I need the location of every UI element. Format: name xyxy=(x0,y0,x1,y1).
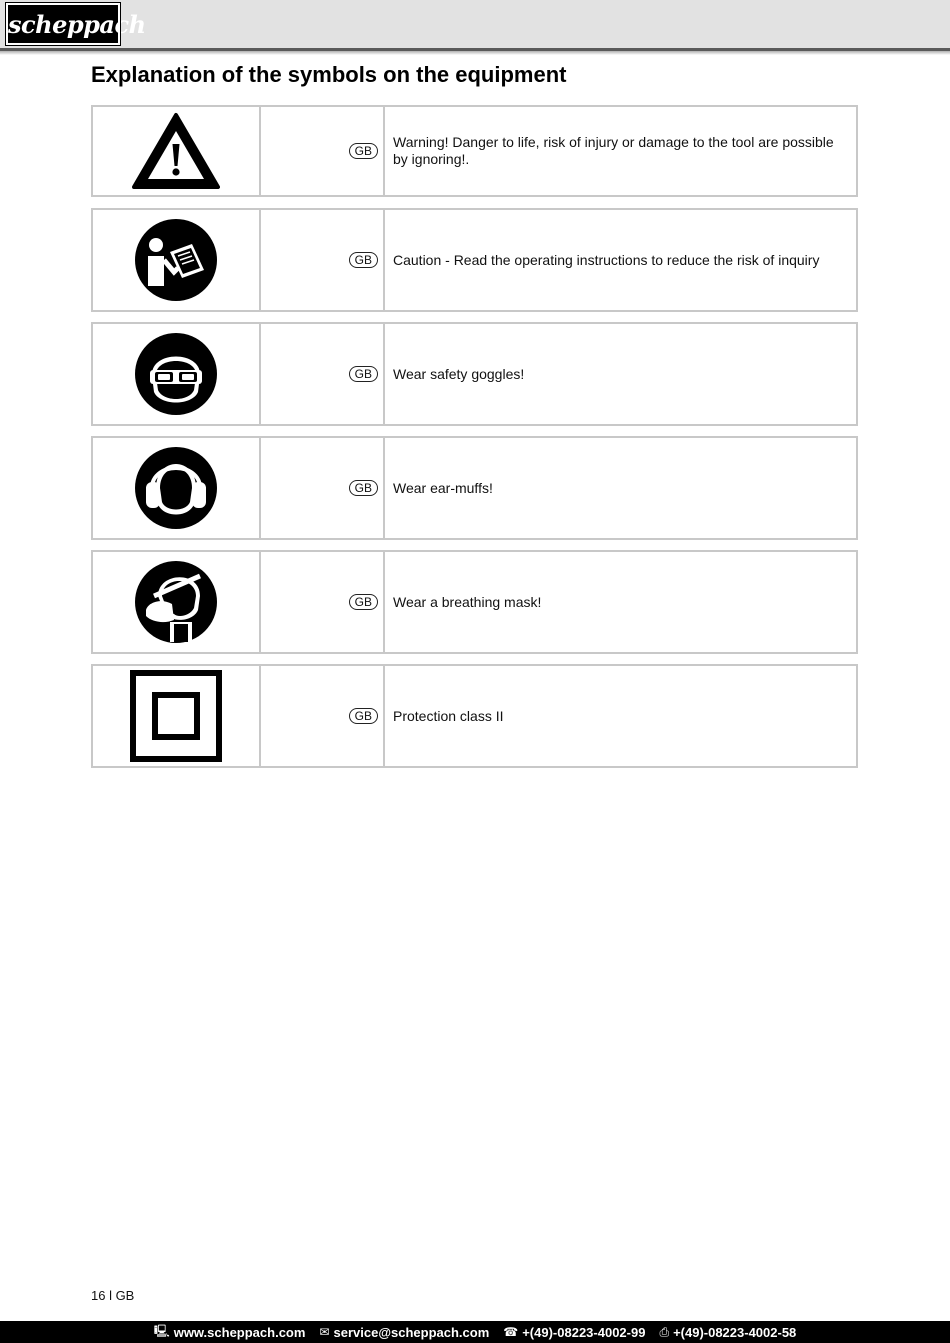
symbol-description: Protection class II xyxy=(393,707,504,724)
footer-fax xyxy=(659,1325,796,1340)
gb-language-badge: GB xyxy=(349,480,378,496)
phone-icon: ☎ xyxy=(503,1325,519,1339)
lang-cell xyxy=(261,552,385,652)
symbol-row-ear-muffs xyxy=(91,436,858,540)
lang-cell xyxy=(261,107,385,195)
footer-website[interactable] xyxy=(154,1322,306,1343)
symbol-description: Wear a breathing mask! xyxy=(393,593,542,610)
symbol-row-breathing-mask xyxy=(91,550,858,654)
footer-bar xyxy=(0,1321,950,1343)
safety-goggles-icon xyxy=(134,332,218,416)
lang-cell xyxy=(261,666,385,766)
protection-class-ii-icon xyxy=(130,670,222,762)
symbol-icon-cell xyxy=(93,324,261,424)
header-shadow xyxy=(0,51,950,55)
warning-triangle-icon xyxy=(132,111,220,191)
footer-fax-text: +(49)-08223-4002-58 xyxy=(673,1324,797,1340)
symbol-icon-cell xyxy=(93,107,261,195)
symbol-description: Wear safety goggles! xyxy=(393,365,525,382)
page-number: 16 l GB xyxy=(91,1288,135,1303)
lang-cell xyxy=(261,438,385,538)
footer-phone-text: +(49)-08223-4002-99 xyxy=(522,1324,646,1340)
footer-phone xyxy=(503,1325,645,1340)
lang-cell xyxy=(261,324,385,424)
ear-muffs-icon xyxy=(134,446,218,530)
gb-language-badge: GB xyxy=(349,366,378,382)
symbol-row-read-manual xyxy=(91,208,858,312)
mail-icon: ✉ xyxy=(319,1325,330,1339)
gb-language-badge: GB xyxy=(349,252,378,268)
fax-icon: ⎙ xyxy=(659,1324,670,1339)
lang-cell xyxy=(261,210,385,310)
symbol-description: Warning! Danger to life, risk of injury or damage to the tool are possible by ignoring!. xyxy=(393,134,834,167)
symbol-icon-cell xyxy=(93,210,261,310)
footer-email[interactable] xyxy=(319,1325,489,1340)
symbol-row-warning xyxy=(91,105,858,197)
header-bar xyxy=(0,0,950,51)
gb-language-badge: GB xyxy=(349,143,378,159)
breathing-mask-icon xyxy=(134,560,218,644)
symbol-row-goggles xyxy=(91,322,858,426)
symbol-description: Caution - Read the operating instructions to reduce the risk of inquiry xyxy=(393,251,820,268)
symbol-icon-cell xyxy=(93,438,261,538)
brand-logo: scheppach xyxy=(6,3,120,45)
footer-website-text: www.scheppach.com xyxy=(173,1324,306,1340)
symbol-icon-cell xyxy=(93,666,261,766)
symbol-icon-cell xyxy=(93,552,261,652)
page-title: Explanation of the symbols on the equipment xyxy=(91,62,567,87)
gb-language-badge: GB xyxy=(349,594,378,610)
symbol-description: Wear ear-muffs! xyxy=(393,479,493,496)
gb-language-badge: GB xyxy=(349,708,378,724)
footer-email-text: service@scheppach.com xyxy=(333,1324,490,1340)
computer-icon: 🖳 xyxy=(153,1323,170,1338)
read-manual-icon xyxy=(134,218,218,302)
symbol-row-protection-class xyxy=(91,664,858,768)
